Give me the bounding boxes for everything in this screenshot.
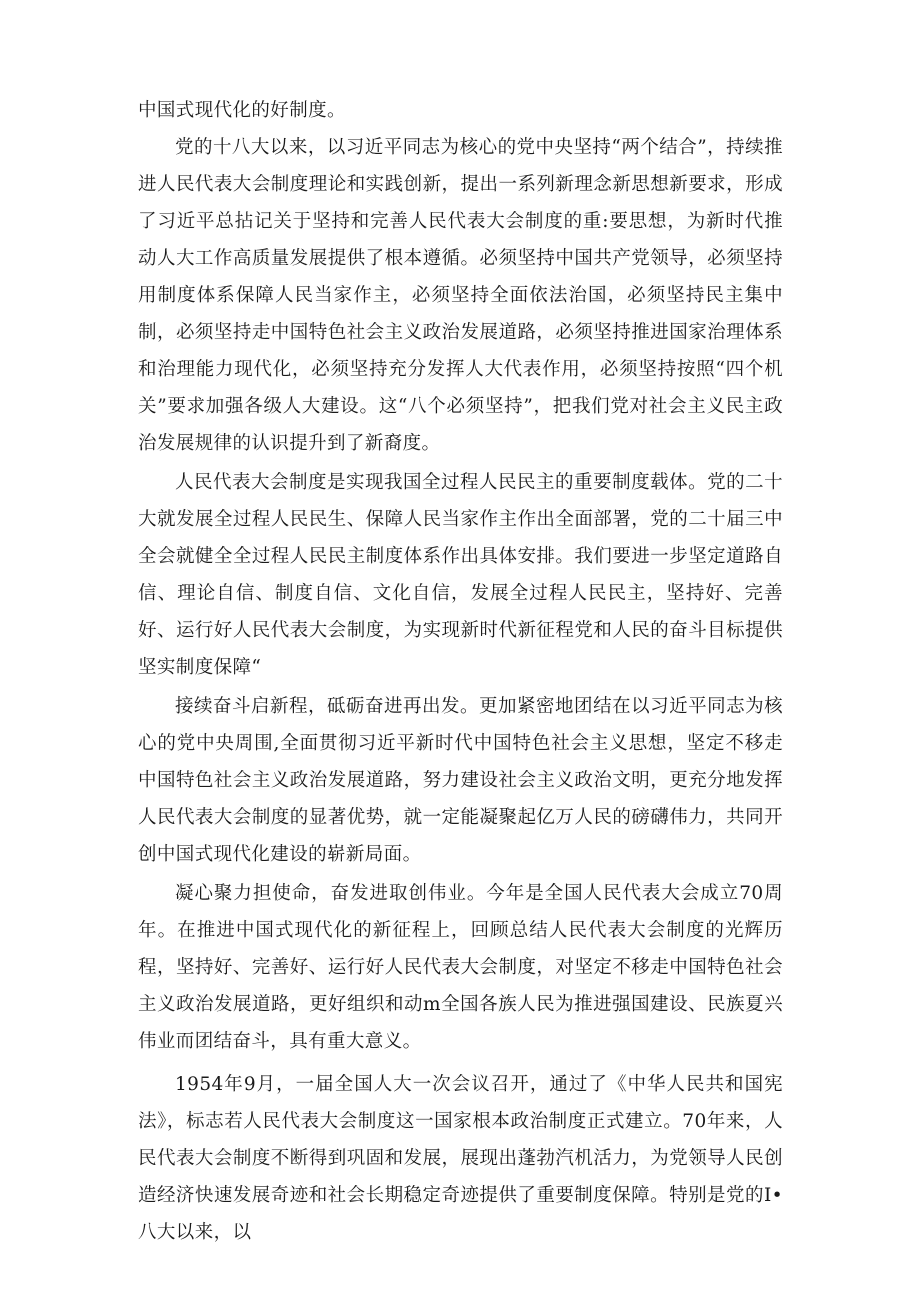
document-body (138, 92, 783, 1251)
paragraph-continuation: 中国式现代化的好制度。 (138, 100, 346, 121)
paragraph-eight-musts: 党的十八大以来，以习近平同志为核心的党中央坚持“两个结合”，持续推进人民代表大会制度理论和实践创新，提出一系列新理念新思想新要求，形成了习近平总拈记关于坚持和完善人民代表大会制度的重:要思想，为新时代推动人大工作高质量发展提供了根本遵循。必须坚持中国共产党领导，必须坚持用制度体系保障人民当家作主，必须坚持全面依法治国，必须坚持民主集中制，必须坚持走中国特色社会主义政治发展道路，必须坚持推进国家治理体系和治理能力现代化，必须坚持充分发挥人大代表作用，必须坚持按照“四个机关”要求加强各级人大建设。这“八个必须坚持”，把我们党对社会主义民主政治发展规律的认识提升到了新裔度。 (138, 137, 783, 454)
paragraph-1954-history: 1954年9月，一届全国人大一次会议召开，通过了《中华人民共和国宪法》，标志若人民代表大会制度这一国家根本政治制度正式建立。70年来，人民代表大会制度不断得到巩固和发展，展现出蓬勃汽机活力，为党领导人民创造经济快速发展奇迹和社会长期稳定奇迹提供了重要制度保障。特别是党的I•八大以来，以 (138, 1074, 783, 1243)
paragraph-whole-process-democracy: 人民代表大会制度是实现我国全过程人民民主的重要制度载体。党的二十大就发展全过程人民民生、保障人民当家作主作出全面部署，党的二十届三中全会就健全全过程人民民主制度体系作出具体安排。我们要进一步坚定道路自信、理论自信、制度自信、文化自信，发展全过程人民民主，坚持好、完善好、运行好人民代表大会制度，为实现新时代新征程党和人民的奋斗目标提供坚实制度保障“ (138, 472, 783, 678)
paragraph-new-journey: 接续奋斗启新程，砥砺奋进再出发。更加紧密地团结在以习近平同志为核心的党中央周围,全面贯彻习近平新时代中国特色社会主义思想，坚定不移走中国特色社会主义政治发展道路，努力建设社会主义政治文明，更充分地发挥人民代表大会制度的显著优势，就一定能凝聚起亿万人民的磅礴伟力，共同开创中国式现代化建设的崭新局面。 (138, 696, 783, 865)
paragraph-70th-anniversary: 凝心聚力担使命，奋发进取创伟业。今年是全国人民代表大会成立70周年。在推进中国式现代化的新征程上，回顾总结人民代表大会制度的光辉历程，坚持好、完善好、运行好人民代表大会制度，对坚定不移走中国特色社会主义政治发展道路，更好组织和动m全国各族人民为推进强国建设、民族夏兴伟业而团结奋斗，具有重大意义。 (138, 883, 783, 1052)
